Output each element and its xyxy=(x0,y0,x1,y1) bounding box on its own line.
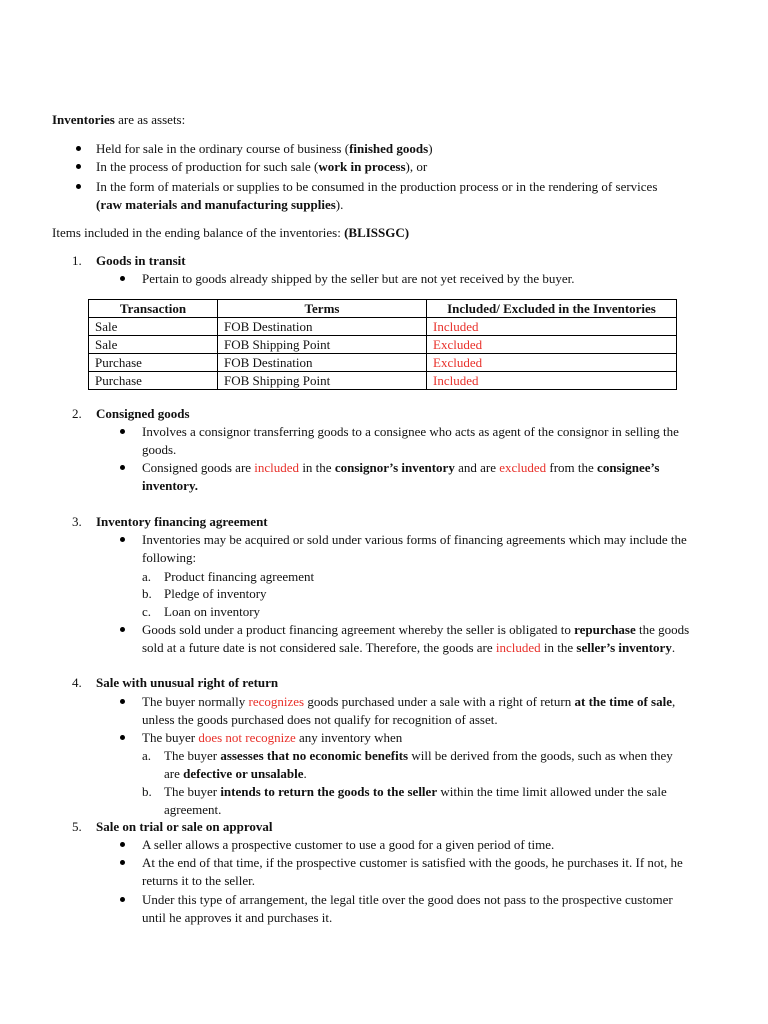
items-included-line: Items included in the ending balance of the inventories: (BLISSGC) xyxy=(52,225,410,240)
section1-bullet: Pertain to goods already shipped by the seller but are not yet received by the buyer. xyxy=(142,271,575,286)
inventory-table xyxy=(88,299,677,390)
table-row xyxy=(89,336,677,354)
section5-bullet-1: A seller allows a prospective customer to use a good for a given period of time. xyxy=(142,837,555,852)
table-cell: Included xyxy=(427,318,677,336)
table-cell: FOB Destination xyxy=(218,354,427,372)
section-number: 4. xyxy=(72,675,82,690)
section-title: Consigned goods xyxy=(96,406,190,421)
bullet-icon xyxy=(76,184,81,189)
sub-item: Loan on inventory xyxy=(164,604,261,619)
bullet-icon xyxy=(120,735,125,740)
section-title: Inventory financing agreement xyxy=(96,514,268,529)
bullet-icon xyxy=(120,897,125,902)
table-cell: FOB Shipping Point xyxy=(218,372,427,390)
asset-bullet-3: In the form of materials or supplies to be consumed in the production process or in the rendering of services (raw materials and manufacturing supplies). xyxy=(96,179,658,212)
table-cell: Sale xyxy=(89,318,218,336)
bullet-icon xyxy=(120,627,125,632)
table-row xyxy=(89,318,677,336)
bullet-icon xyxy=(120,699,125,704)
bullet-icon xyxy=(120,860,125,865)
table-header: Included/ Excluded in the Inventories xyxy=(427,300,677,318)
bullet-icon xyxy=(120,465,125,470)
sub-letter: b. xyxy=(142,784,152,799)
sub-letter: c. xyxy=(142,604,152,619)
asset-bullet-2: In the process of production for such sale (work in process), or xyxy=(96,159,428,174)
table-cell: FOB Destination xyxy=(218,318,427,336)
sub-item: Product financing agreement xyxy=(164,569,315,584)
section-number: 2. xyxy=(72,406,82,421)
sub-letter: a. xyxy=(142,569,152,584)
section3-bullet-2: Goods sold under a product financing agreement whereby the seller is obligated to repurchase the goods sold at a future date is not considered sale. Therefore, the goods are included in the seller’s inventory. xyxy=(142,622,690,655)
section-title: Goods in transit xyxy=(96,253,186,268)
section3-bullet-1: Inventories may be acquired or sold under various forms of financing agreements which may include the following: xyxy=(142,532,687,565)
section2-bullet-1: Involves a consignor transferring goods to a consignee who acts as agent of the consignor in selling the goods. xyxy=(142,424,679,457)
table-cell: Included xyxy=(427,372,677,390)
bullet-icon xyxy=(76,164,81,169)
intro-line xyxy=(52,111,185,129)
sub-item: The buyer assesses that no economic benefits will be derived from the goods, such as when they are defective or unsalable. xyxy=(164,748,673,781)
section5-bullet-3: Under this type of arrangement, the legal title over the good does not pass to the prospective customer until he approves it and purchases it. xyxy=(142,892,673,925)
table-cell: Sale xyxy=(89,336,218,354)
bullet-icon xyxy=(120,429,125,434)
section2-bullet-2: Consigned goods are included in the consignor’s inventory and are excluded from the consignee’s inventory. xyxy=(142,460,660,493)
table-cell: FOB Shipping Point xyxy=(218,336,427,354)
sub-item: Pledge of inventory xyxy=(164,586,267,601)
asset-bullet-1: Held for sale in the ordinary course of business (finished goods) xyxy=(96,141,433,156)
section5-bullet-2: At the end of that time, if the prospective customer is satisfied with the goods, he purchases it. If not, he returns it to the seller. xyxy=(142,855,683,888)
table-cell: Purchase xyxy=(89,372,218,390)
sub-letter: b. xyxy=(142,586,152,601)
intro-term: Inventories xyxy=(52,112,115,127)
intro-text: are as assets: xyxy=(114,112,186,127)
sub-letter: a. xyxy=(142,748,152,763)
table-header: Transaction xyxy=(89,300,218,318)
table-cell: Excluded xyxy=(427,354,677,372)
table-cell: Excluded xyxy=(427,336,677,354)
table-header: Terms xyxy=(218,300,427,318)
section-title: Sale on trial or sale on approval xyxy=(96,819,273,834)
sub-item: The buyer intends to return the goods to the seller within the time limit allowed under the sale agreement. xyxy=(164,784,667,817)
section-number: 1. xyxy=(72,253,82,268)
table-header-row xyxy=(89,300,677,318)
section-number: 3. xyxy=(72,514,82,529)
table-row xyxy=(89,372,677,390)
bullet-icon xyxy=(120,842,125,847)
section4-bullet-1: The buyer normally recognizes goods purchased under a sale with a right of return at the time of sale, unless the goods purchased does not qualify for recognition of asset. xyxy=(142,694,676,727)
bullet-icon xyxy=(76,146,81,151)
table-cell: Purchase xyxy=(89,354,218,372)
table-row xyxy=(89,354,677,372)
section-title: Sale with unusual right of return xyxy=(96,675,279,690)
section4-bullet-2: The buyer does not recognize any inventory when xyxy=(142,730,403,745)
bullet-icon xyxy=(120,276,125,281)
section-number: 5. xyxy=(72,819,82,834)
bullet-icon xyxy=(120,537,125,542)
